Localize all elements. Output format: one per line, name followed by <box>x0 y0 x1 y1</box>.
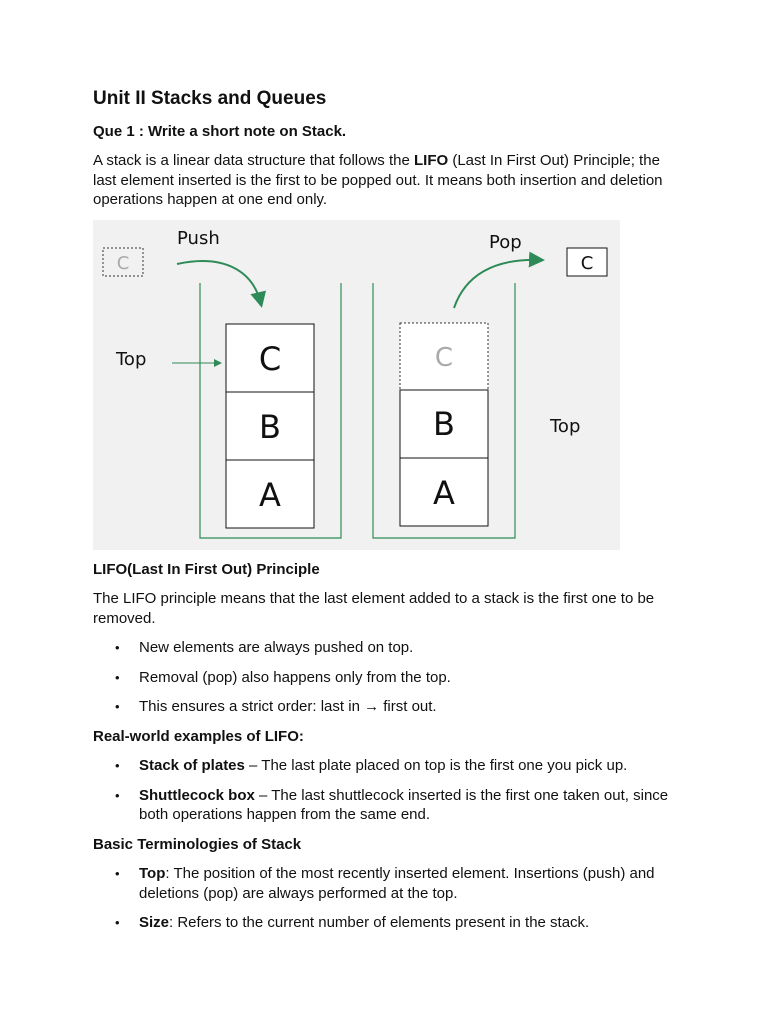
bullet-icon: • <box>115 915 120 930</box>
terminology-heading: Basic Terminologies of Stack <box>93 835 302 853</box>
examples-heading: Real-world examples of LIFO: <box>93 727 304 745</box>
right-stack-cell-bottom-label: A <box>433 473 455 512</box>
intro-text-lifo: LIFO <box>414 152 449 169</box>
list-item-text: – The last plate placed on top is the first one you pick up. <box>244 757 628 774</box>
list-item-term: Stack of plates <box>139 757 245 774</box>
intro-text-after: (Last In First Out) Principle; the last element inserted is the first to be popped out. It means both insertion and deletion operations happen at one end only. <box>93 152 663 208</box>
incoming-item-label: C <box>116 252 130 274</box>
list-item-term: Top <box>139 865 166 882</box>
intro-text-before: A stack is a linear data structure that follows the <box>93 152 414 169</box>
push-arrow <box>177 261 261 304</box>
bullet-icon: • <box>115 758 120 773</box>
list-item-text: Removal (pop) also happens only from the top. <box>139 668 451 686</box>
right-stack-cell-removed-label: C <box>434 342 454 373</box>
list-item-text: : Refers to the current number of elements present in the stack. <box>169 914 590 931</box>
left-stack-cell-bottom-label: A <box>259 475 281 514</box>
list-item-text: : The position of the most recently inserted element. Insertions (push) and deletions (pop) are always performed at the top. <box>139 865 655 902</box>
list-item <box>93 638 678 658</box>
list-item <box>93 756 678 776</box>
terminology-bullet-list <box>93 864 678 933</box>
list-item-text: – The last shuttlecock inserted is the first one taken out, since both operations happen from the same end. <box>139 786 669 823</box>
list-item <box>93 668 678 688</box>
examples-bullet-list <box>93 756 678 825</box>
document-content <box>93 86 678 943</box>
stack-diagram <box>93 220 620 550</box>
list-item <box>93 864 678 903</box>
intro-paragraph <box>93 151 678 210</box>
question-heading: Que 1 : Write a short note on Stack. <box>93 123 347 140</box>
list-item <box>93 786 678 825</box>
bullet-icon: • <box>115 640 120 655</box>
bullet-icon: • <box>115 699 120 714</box>
stack-diagram-svg <box>93 220 620 550</box>
pop-arrow <box>454 259 541 307</box>
left-stack-cell-top-label: C <box>258 339 282 378</box>
bullet-icon: • <box>115 787 120 803</box>
list-item-term: Size <box>139 914 170 931</box>
push-label: Push <box>177 227 220 249</box>
pop-label: Pop <box>489 231 522 253</box>
outgoing-item-label: C <box>580 252 594 274</box>
lifo-paragraph: The LIFO principle means that the last element added to a stack is the first one to be removed. <box>93 590 655 627</box>
lifo-bullet-list <box>93 638 678 717</box>
right-stack-cell-middle-label: B <box>433 404 455 443</box>
top-right-label: Top <box>550 415 581 437</box>
bullet-icon: • <box>115 669 120 685</box>
top-left-label: Top <box>116 348 147 370</box>
left-stack-cell-middle-label: B <box>259 407 281 446</box>
bullet-icon: • <box>115 866 120 881</box>
list-item-term: Shuttlecock box <box>139 786 255 804</box>
list-item <box>93 913 678 933</box>
lifo-heading: LIFO(Last In First Out) Principle <box>93 560 320 578</box>
list-item-text: New elements are always pushed on top. <box>139 639 414 656</box>
page-title: Unit II Stacks and Queues <box>93 88 327 109</box>
list-item <box>93 697 678 717</box>
list-item-text: This ensures a strict order: last in → first out. <box>139 698 437 715</box>
